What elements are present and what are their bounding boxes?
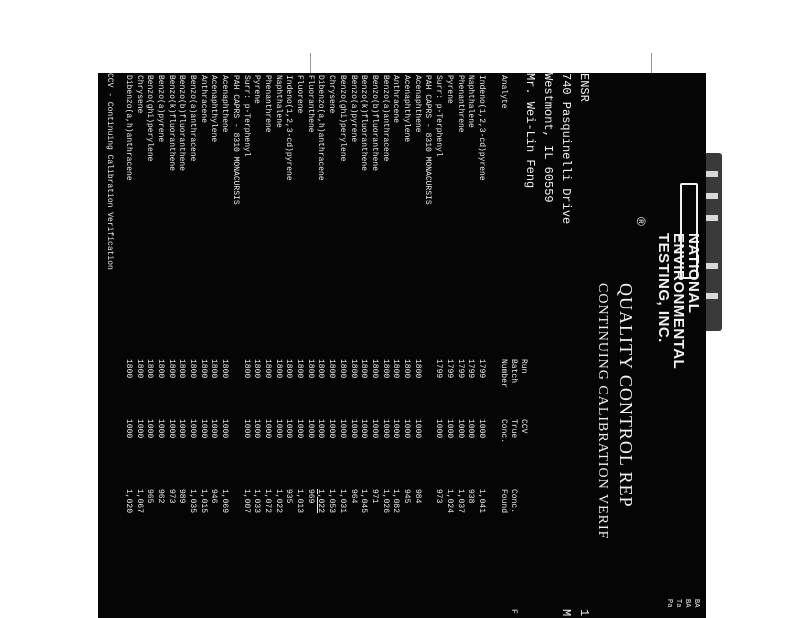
analyte-cell: Anthracene — [198, 75, 208, 124]
conc-found-cell: 945 — [402, 489, 412, 504]
conc-found-cell: 989 — [177, 489, 187, 504]
table-row — [219, 73, 230, 618]
conc-found-cell: 1,031 — [337, 489, 347, 514]
conc-found-cell: 1,045 — [359, 489, 369, 514]
run-batch-cell: 1799 — [444, 359, 454, 379]
report-header — [595, 73, 706, 618]
table-row — [208, 73, 219, 618]
conc-found-cell: 1,015 — [198, 489, 208, 514]
conc-found-cell: 1,067 — [134, 489, 144, 514]
run-batch-cell: 1800 — [316, 359, 326, 379]
conc-found-cell: 1,022 — [316, 489, 326, 514]
run-batch-cell: 1800 — [359, 359, 369, 379]
client-city: Westmont, IL 60559 — [541, 73, 555, 203]
analyte-cell: Surr: p-Terphenyl — [434, 75, 444, 157]
true-conc-cell: 1000 — [166, 419, 176, 439]
table-row — [315, 73, 326, 618]
run-batch-cell: 1800 — [188, 359, 198, 379]
conc-found-cell: 1,026 — [380, 489, 390, 514]
run-batch-cell: 1800 — [198, 359, 208, 379]
table-row — [433, 73, 444, 618]
client-contact: Mr. Wei-Lin Feng — [523, 73, 537, 189]
true-conc-cell: 1000 — [337, 419, 347, 439]
table-row — [261, 73, 272, 618]
analyte-cell: Benzo(a)pyrene — [348, 75, 358, 143]
run-batch-cell: 1800 — [252, 359, 262, 379]
table-row — [443, 73, 454, 618]
scan-guide-line-left — [310, 53, 311, 73]
conc-found-cell: 935 — [284, 489, 294, 504]
run-batch-cell: 1800 — [241, 359, 251, 379]
report-subtitle: CONTINUING CALIBRATION VERIF — [595, 283, 610, 540]
conc-found-cell: 1,072 — [263, 489, 272, 514]
conc-found-cell: 1,082 — [391, 489, 401, 514]
analyte-cell: Anthracene — [391, 75, 401, 124]
table-row — [336, 73, 347, 618]
analyte-cell: Pyrene — [252, 75, 262, 104]
table-row — [186, 73, 197, 618]
run-batch-cell: 1799 — [466, 359, 476, 379]
run-batch-cell: 1799 — [434, 359, 444, 379]
true-conc-cell: 1000 — [412, 419, 422, 439]
table-row — [390, 73, 401, 618]
analyte-cell: Naphthalene — [466, 75, 476, 128]
run-batch-cell: 1800 — [402, 359, 412, 379]
conc-found-cell: 938 — [466, 489, 476, 504]
true-conc-cell: 1000 — [305, 419, 315, 439]
table-row — [122, 73, 133, 618]
run-batch-cell: 1800 — [166, 359, 176, 379]
run-batch-cell: 1800 — [273, 359, 283, 379]
true-conc-cell: 1000 — [348, 419, 358, 439]
analyte-cell: Naphthalene — [273, 75, 283, 128]
run-batch-cell: 1800 — [220, 359, 230, 379]
true-conc-cell: 1000 — [380, 419, 390, 439]
analyte-cell: Benzo(k)fluoranthene — [166, 75, 176, 172]
analyte-cell: Acenaphthene — [412, 75, 422, 133]
analyte-cell: Fluoranthene — [305, 75, 315, 133]
table-row — [465, 73, 476, 618]
run-batch-cell: 1800 — [177, 359, 187, 379]
conc-found-cell: 969 — [305, 489, 315, 504]
true-conc-cell: 1000 — [455, 419, 465, 439]
analyte-cell: PAH CAPRS - 8310 MONACURSIS — [423, 75, 433, 205]
table-row — [326, 73, 337, 618]
table-row — [165, 73, 176, 618]
registered-mark: ® — [634, 217, 648, 226]
conc-found-cell: 964 — [348, 489, 358, 504]
conc-found-cell: 1,041 — [477, 489, 486, 514]
table-row — [154, 73, 165, 618]
analyte-cell: Acenaphthylene — [402, 75, 412, 143]
run-batch-cell: 1800 — [295, 359, 305, 379]
analyte-cell: Benzo(b)fluoranthene — [177, 75, 187, 172]
address-right-marks: 1 M — [559, 609, 591, 617]
company-name: NATIONAL ENVIRONMENTAL TESTING, INC. — [655, 233, 702, 370]
true-conc-cell: 1000 — [284, 419, 294, 439]
scan-guide-line-right — [651, 53, 652, 73]
table-row — [411, 73, 422, 618]
analyte-cell: Surr: p-Terphenyl — [241, 75, 251, 157]
analyte-cell: Indeno(1,2,3-cd)pyrene — [477, 75, 486, 181]
table-row — [422, 73, 433, 618]
true-conc-cell: 1000 — [359, 419, 369, 439]
run-batch-cell: 1800 — [370, 359, 379, 379]
footer-note: CCV - Continuing Calibration Verification — [105, 73, 114, 270]
analyte-cell: Indeno(1,2,3-cd)pyrene — [284, 75, 294, 181]
analyte-cell: Acenaphthene — [220, 75, 230, 133]
header-analyte: Analyte — [499, 75, 508, 109]
analyte-cell: Phenanthrene — [263, 75, 272, 133]
header-true-conc: CCV True Conc. — [499, 419, 528, 444]
analyte-cell: PAH CAPRS - 8310 MONACURSIS — [230, 75, 240, 205]
conc-found-cell: 962 — [156, 489, 165, 504]
true-conc-cell: 1000 — [252, 419, 262, 439]
true-conc-cell: 1000 — [177, 419, 187, 439]
table-row — [358, 73, 369, 618]
conc-found-cell: 1,069 — [220, 489, 230, 514]
table-row — [368, 73, 379, 618]
run-batch-cell: 1800 — [305, 359, 315, 379]
conc-found-cell: 1,033 — [252, 489, 262, 514]
report-title: QUALITY CONTROL REP — [616, 283, 636, 508]
true-conc-cell: 1000 — [263, 419, 272, 439]
analyte-cell: Benzo(a)anthracene — [380, 75, 390, 162]
true-conc-cell: 1000 — [466, 419, 476, 439]
analyte-cell: Benzo(a)anthracene — [188, 75, 198, 162]
run-batch-cell: 1800 — [380, 359, 390, 379]
run-batch-cell: 1800 — [348, 359, 358, 379]
conc-found-cell: 1,020 — [123, 489, 133, 514]
conc-found-cell: 973 — [434, 489, 444, 504]
analyte-cell: Chrysene — [327, 75, 337, 114]
analyte-cell: Dibenzo(a,h)anthracene — [316, 75, 326, 181]
table-row — [400, 73, 411, 618]
run-batch-cell: 1800 — [209, 359, 219, 379]
table-row — [133, 73, 144, 618]
conc-found-cell: 1,007 — [241, 489, 251, 514]
table-row — [379, 73, 390, 618]
conc-found-cell: 1,024 — [444, 489, 454, 514]
analyte-cell: Benzo(ghi)perylene — [145, 75, 155, 162]
analyte-cell: Phenanthrene — [455, 75, 465, 133]
analyte-cell: Benzo(k)fluoranthene — [359, 75, 369, 172]
conc-found-cell: 971 — [370, 489, 379, 504]
conc-found-cell: 1,037 — [455, 489, 465, 514]
analyte-cell: Acenaphthylene — [209, 75, 219, 143]
table-row — [176, 73, 187, 618]
run-batch-cell: 1800 — [284, 359, 294, 379]
conc-found-cell: 1,053 — [327, 489, 337, 514]
table-row — [454, 73, 465, 618]
true-conc-cell: 1000 — [434, 419, 444, 439]
conc-found-cell: 946 — [209, 489, 219, 504]
analyte-cell: Benzo(b)fluoranthene — [370, 75, 379, 172]
true-conc-cell: 1000 — [156, 419, 165, 439]
table-row — [272, 73, 283, 618]
table-row — [347, 73, 358, 618]
table-row — [304, 73, 315, 618]
run-batch-cell: 1799 — [477, 359, 486, 379]
true-conc-cell: 1000 — [145, 419, 155, 439]
conc-found-cell: 965 — [145, 489, 155, 504]
client-name: ENSR — [577, 73, 591, 102]
analyte-cell: Fluorene — [295, 75, 305, 114]
true-conc-cell: 1000 — [188, 419, 198, 439]
header-conc-found: Conc. Found — [499, 489, 518, 514]
conc-found-cell: 1,013 — [295, 489, 305, 514]
true-conc-cell: 1000 — [198, 419, 208, 439]
run-batch-cell: 1800 — [145, 359, 155, 379]
conc-found-cell: 1,035 — [188, 489, 198, 514]
conc-found-cell: 984 — [412, 489, 422, 504]
true-conc-cell: 1000 — [295, 419, 305, 439]
analyte-cell: Dibenzo(a,h)anthracene — [123, 75, 133, 181]
true-conc-cell: 1000 — [316, 419, 326, 439]
run-batch-cell: 1800 — [391, 359, 401, 379]
true-conc-cell: 1000 — [220, 419, 230, 439]
true-conc-cell: 1000 — [370, 419, 379, 439]
true-conc-cell: 1000 — [444, 419, 454, 439]
analyte-cell: Benzo(a)pyrene — [156, 75, 165, 143]
true-conc-cell: 1000 — [327, 419, 337, 439]
true-conc-cell: 1000 — [241, 419, 251, 439]
rotated-report-content — [98, 73, 706, 618]
run-batch-cell: 1800 — [123, 359, 133, 379]
run-batch-cell: 1799 — [455, 359, 465, 379]
header-run-batch: Run Batch Number — [499, 359, 528, 388]
true-conc-cell: 1000 — [477, 419, 486, 439]
run-batch-cell: 1800 — [337, 359, 347, 379]
table-row — [283, 73, 294, 618]
run-batch-cell: 1800 — [412, 359, 422, 379]
table-row — [475, 73, 486, 618]
true-conc-cell: 1000 — [123, 419, 133, 439]
true-conc-cell: 1000 — [134, 419, 144, 439]
conc-found-cell: 973 — [166, 489, 176, 504]
table-row — [229, 73, 240, 618]
true-conc-cell: 1000 — [273, 419, 283, 439]
run-batch-cell: 1800 — [327, 359, 337, 379]
corner-labels: BA BA Ta Pa — [665, 599, 700, 608]
run-batch-cell: 1800 — [156, 359, 165, 379]
client-address-block — [521, 73, 593, 618]
run-batch-cell: 1800 — [263, 359, 272, 379]
run-batch-cell: 1800 — [134, 359, 144, 379]
table-row — [240, 73, 251, 618]
true-conc-cell: 1000 — [209, 419, 219, 439]
analyte-cell: Benzo(ghi)perylene — [337, 75, 347, 162]
true-conc-cell: 1000 — [402, 419, 412, 439]
table-row — [251, 73, 262, 618]
conc-found-cell: 1,022 — [273, 489, 283, 514]
analyte-cell: Pyrene — [444, 75, 454, 104]
scanned-report-page — [98, 73, 706, 618]
table-row — [293, 73, 304, 618]
analyte-cell: Chrysene — [134, 75, 144, 114]
client-street: 740 Pasquinelli Drive — [559, 73, 573, 225]
table-row — [144, 73, 155, 618]
true-conc-cell: 1000 — [391, 419, 401, 439]
header-extra: F — [509, 609, 518, 614]
table-row — [197, 73, 208, 618]
